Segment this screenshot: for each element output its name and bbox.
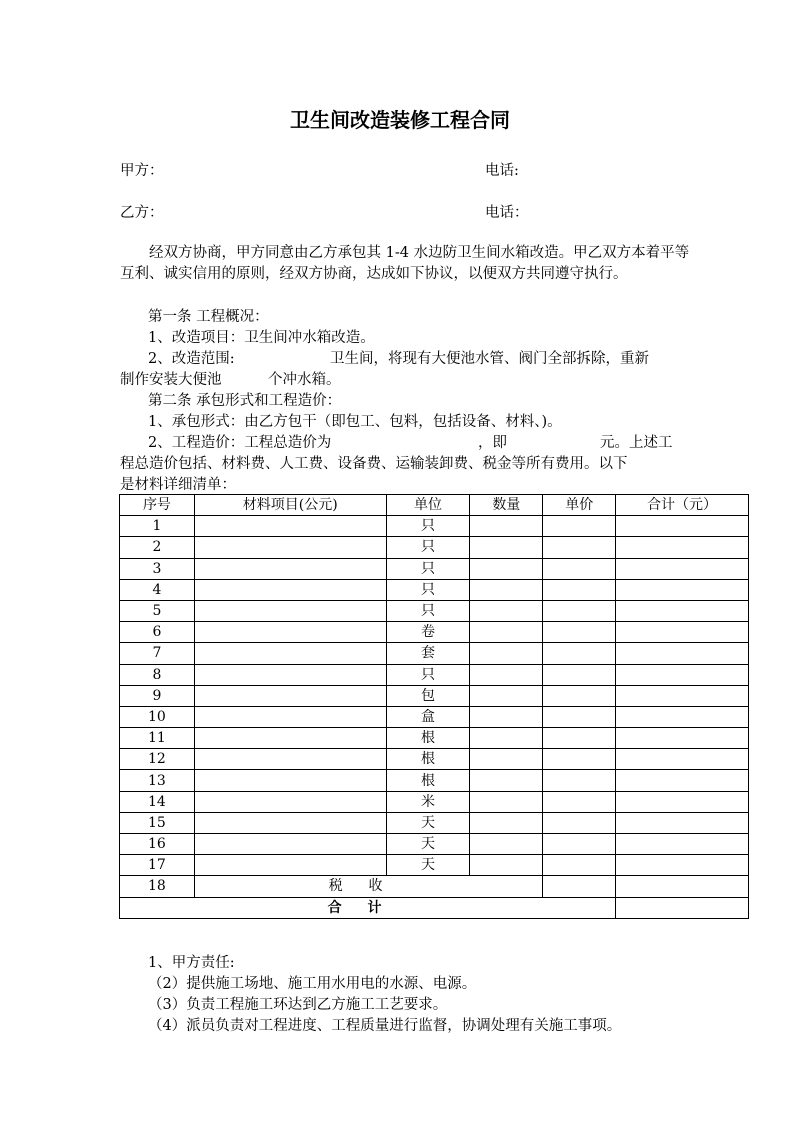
table-row bbox=[120, 685, 749, 706]
row-price bbox=[543, 516, 616, 537]
row-unit: 只 bbox=[386, 558, 470, 579]
total-row bbox=[120, 897, 749, 918]
table-row bbox=[120, 516, 749, 537]
row-unit: 卷 bbox=[386, 622, 470, 643]
table-row bbox=[120, 706, 749, 727]
row-total bbox=[616, 728, 749, 749]
row-item bbox=[194, 600, 386, 621]
row-no: 16 bbox=[120, 834, 195, 855]
party-a-duty-1: （2）提供施工场地、施工用水用电的水源、电源。 bbox=[148, 976, 477, 992]
page-title: 卫生间改造装修工程合同 bbox=[290, 108, 510, 132]
article1-item1: 1、改造项目：卫生间冲水箱改造。 bbox=[148, 330, 375, 346]
row-no: 1 bbox=[120, 516, 195, 537]
table-row bbox=[120, 791, 749, 812]
row-price bbox=[543, 579, 616, 600]
table-header-row bbox=[120, 495, 749, 516]
table-row bbox=[120, 622, 749, 643]
article1-item2-line2: 制作安装大便池 bbox=[120, 372, 222, 388]
row-item bbox=[194, 537, 386, 558]
row-qty bbox=[470, 685, 543, 706]
row-unit: 包 bbox=[386, 685, 470, 706]
article2-item2-end: 元。上述工 bbox=[600, 435, 673, 451]
row-no: 3 bbox=[120, 558, 195, 579]
row-unit: 天 bbox=[386, 855, 470, 876]
party-a-phone-label: 电话: bbox=[485, 163, 519, 179]
row-no: 5 bbox=[120, 600, 195, 621]
table-row bbox=[120, 579, 749, 600]
article2-item2-line2: 程总造价包括、材料费、人工费、设备费、运输装卸费、税金等所有费用。以下 bbox=[120, 456, 628, 472]
article1-item2-line2-end: 个冲水箱。 bbox=[268, 372, 341, 388]
row-qty bbox=[470, 643, 543, 664]
article1-heading: 第一条 工程概况： bbox=[148, 309, 269, 325]
row-qty bbox=[470, 664, 543, 685]
row-unit: 只 bbox=[386, 600, 470, 621]
row-qty bbox=[470, 749, 543, 770]
total-row-label-cell bbox=[120, 897, 616, 918]
intro-paragraph: 经双方协商，甲方同意由乙方承包其 1-4 水边防卫生间水箱改造。甲乙双方本着平等互利、诚实信用的原则，经双方协商，达成如下协议，以便双方共同遵守执行。 bbox=[120, 245, 690, 282]
tax-row bbox=[120, 876, 749, 897]
article1-item2-start: 2、改造范围: bbox=[148, 351, 235, 367]
row-item bbox=[194, 728, 386, 749]
row-item bbox=[194, 579, 386, 600]
row-price bbox=[543, 706, 616, 727]
tax-row-total bbox=[616, 876, 749, 897]
party-a-duties-heading: 1、甲方责任: bbox=[148, 955, 235, 971]
row-no: 13 bbox=[120, 770, 195, 791]
party-a-label: 甲方： bbox=[120, 163, 164, 179]
article1-item2-scope: 卫生间，将现有大便池水管、阀门全部拆除，重新 bbox=[330, 351, 649, 367]
row-unit: 天 bbox=[386, 834, 470, 855]
row-no: 7 bbox=[120, 643, 195, 664]
row-unit: 只 bbox=[386, 516, 470, 537]
row-qty bbox=[470, 622, 543, 643]
row-price bbox=[543, 770, 616, 791]
table-row bbox=[120, 537, 749, 558]
row-no: 2 bbox=[120, 537, 195, 558]
row-no: 17 bbox=[120, 855, 195, 876]
party-b-label: 乙方： bbox=[120, 205, 164, 221]
row-price bbox=[543, 643, 616, 664]
party-a-duty-2: （3）负责工程施工环达到乙方施工工艺要求。 bbox=[148, 997, 448, 1013]
row-qty bbox=[470, 706, 543, 727]
total-row-value bbox=[616, 897, 749, 918]
row-total bbox=[616, 749, 749, 770]
row-price bbox=[543, 622, 616, 643]
row-total bbox=[616, 834, 749, 855]
row-price bbox=[543, 537, 616, 558]
tax-row-label-cell bbox=[194, 876, 542, 897]
row-no: 10 bbox=[120, 706, 195, 727]
row-price bbox=[543, 600, 616, 621]
col-header-item: 材料项目(公元) bbox=[194, 495, 386, 516]
table-row bbox=[120, 855, 749, 876]
row-qty bbox=[470, 558, 543, 579]
row-total bbox=[616, 643, 749, 664]
row-unit: 盒 bbox=[386, 706, 470, 727]
table-row bbox=[120, 812, 749, 833]
row-item bbox=[194, 770, 386, 791]
row-unit: 根 bbox=[386, 728, 470, 749]
row-total bbox=[616, 685, 749, 706]
col-header-total: 合计（元） bbox=[616, 495, 749, 516]
row-total bbox=[616, 855, 749, 876]
col-header-unit: 单位 bbox=[386, 495, 470, 516]
party-b-phone-label: 电话： bbox=[485, 205, 529, 221]
row-unit: 米 bbox=[386, 791, 470, 812]
row-price bbox=[543, 855, 616, 876]
row-no: 14 bbox=[120, 791, 195, 812]
row-qty bbox=[470, 770, 543, 791]
row-item bbox=[194, 622, 386, 643]
row-price bbox=[543, 558, 616, 579]
row-no: 11 bbox=[120, 728, 195, 749]
row-total bbox=[616, 537, 749, 558]
row-qty bbox=[470, 600, 543, 621]
row-total bbox=[616, 812, 749, 833]
table-row bbox=[120, 770, 749, 791]
row-unit: 套 bbox=[386, 643, 470, 664]
tax-row-no: 18 bbox=[120, 876, 195, 897]
row-item bbox=[194, 706, 386, 727]
total-row-label: 合计 bbox=[327, 899, 408, 916]
row-price bbox=[543, 834, 616, 855]
row-no: 4 bbox=[120, 579, 195, 600]
article2-item2-start: 2、工程造价：工程总造价为 bbox=[148, 435, 332, 451]
row-item bbox=[194, 855, 386, 876]
row-total bbox=[616, 579, 749, 600]
row-qty bbox=[470, 728, 543, 749]
row-qty bbox=[470, 516, 543, 537]
row-item bbox=[194, 834, 386, 855]
table-row bbox=[120, 558, 749, 579]
materials-table bbox=[119, 494, 749, 919]
row-total bbox=[616, 791, 749, 812]
row-unit: 只 bbox=[386, 537, 470, 558]
col-header-no: 序号 bbox=[120, 495, 195, 516]
row-price bbox=[543, 749, 616, 770]
row-unit: 根 bbox=[386, 749, 470, 770]
row-unit: 只 bbox=[386, 579, 470, 600]
row-item bbox=[194, 558, 386, 579]
row-total bbox=[616, 600, 749, 621]
row-price bbox=[543, 728, 616, 749]
article2-item1: 1、承包形式：由乙方包干（即包工、包料，包括设备、材料、)。 bbox=[148, 414, 562, 430]
row-total bbox=[616, 622, 749, 643]
table-row bbox=[120, 834, 749, 855]
article2-heading: 第二条 承包形式和工程造价： bbox=[148, 393, 342, 409]
table-row bbox=[120, 728, 749, 749]
materials-table-body bbox=[120, 516, 749, 876]
row-item bbox=[194, 643, 386, 664]
row-price bbox=[543, 685, 616, 706]
row-item bbox=[194, 749, 386, 770]
row-price bbox=[543, 791, 616, 812]
row-no: 6 bbox=[120, 622, 195, 643]
row-total bbox=[616, 664, 749, 685]
table-row bbox=[120, 664, 749, 685]
article2-item2-mid: ，即 bbox=[478, 435, 507, 451]
row-qty bbox=[470, 834, 543, 855]
row-item bbox=[194, 685, 386, 706]
row-item bbox=[194, 664, 386, 685]
row-no: 15 bbox=[120, 812, 195, 833]
party-a-duty-3: （4）派员负责对工程进度、工程质量进行监督，协调处理有关施工事项。 bbox=[148, 1018, 622, 1034]
row-no: 9 bbox=[120, 685, 195, 706]
article2-item2-line3: 是材料详细清单： bbox=[120, 477, 236, 493]
row-total bbox=[616, 516, 749, 537]
row-unit: 根 bbox=[386, 770, 470, 791]
row-unit: 只 bbox=[386, 664, 470, 685]
row-total bbox=[616, 706, 749, 727]
row-no: 12 bbox=[120, 749, 195, 770]
row-qty bbox=[470, 855, 543, 876]
col-header-price: 单价 bbox=[543, 495, 616, 516]
row-item bbox=[194, 791, 386, 812]
table-row bbox=[120, 643, 749, 664]
tax-row-price bbox=[543, 876, 616, 897]
row-qty bbox=[470, 791, 543, 812]
row-no: 8 bbox=[120, 664, 195, 685]
row-price bbox=[543, 812, 616, 833]
col-header-qty: 数量 bbox=[470, 495, 543, 516]
row-item bbox=[194, 516, 386, 537]
table-row bbox=[120, 749, 749, 770]
tax-row-label: 税收 bbox=[328, 878, 409, 895]
row-total bbox=[616, 558, 749, 579]
row-qty bbox=[470, 579, 543, 600]
row-unit: 天 bbox=[386, 812, 470, 833]
row-qty bbox=[470, 537, 543, 558]
row-price bbox=[543, 664, 616, 685]
row-item bbox=[194, 812, 386, 833]
table-row bbox=[120, 600, 749, 621]
row-qty bbox=[470, 812, 543, 833]
row-total bbox=[616, 770, 749, 791]
